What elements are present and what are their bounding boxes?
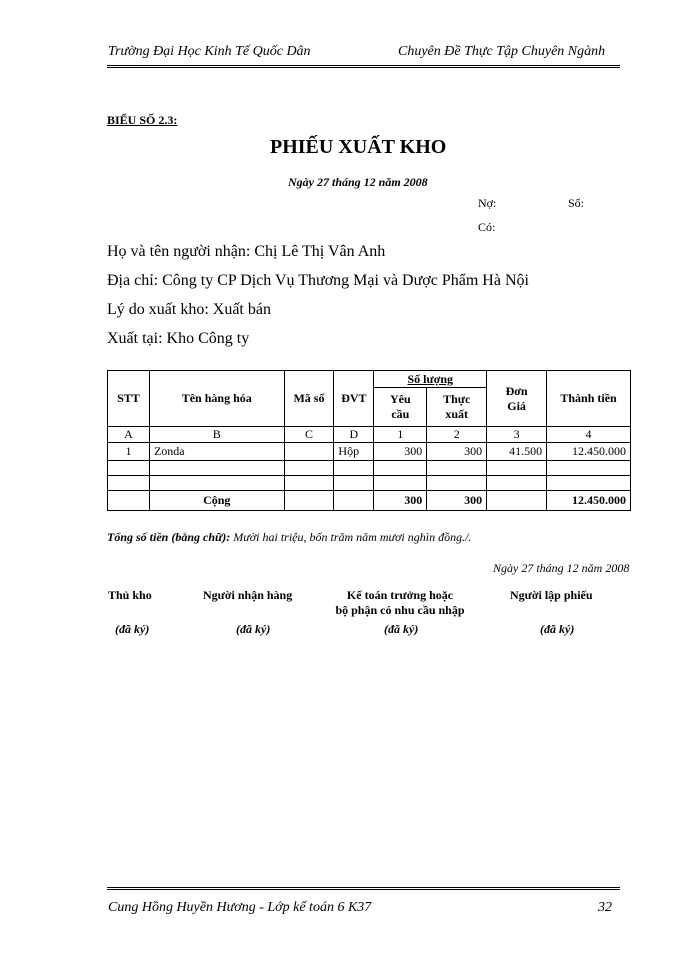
debit-label: Nợ: [478,196,497,210]
letter-row [108,427,631,443]
col-code: Mã số [284,371,334,427]
row-stt: 1 [108,443,150,461]
sig-accountant: Kế toán trưởng hoặc bộ phận có nhu cầu nhập [335,588,465,617]
signed-note: (đã ký) [384,622,419,636]
letter-cell: B [149,427,284,443]
goods-table [107,370,631,511]
col-quantity: Số lượng [374,371,487,388]
total-row [108,491,631,511]
footer-rule [107,887,620,890]
col-amount: Thành tiền [547,371,631,427]
header-topic: Chuyên Đề Thực Tập Chuyên Ngành [398,44,606,59]
row-amount: 12.450.000 [547,443,631,461]
header-rule [107,65,620,68]
table-row [108,443,631,461]
recipient-line: Họ và tên người nhận: Chị Lê Thị Vân Anh [107,243,386,260]
letter-cell: D [334,427,374,443]
row-requested: 300 [374,443,427,461]
signature-date: Ngày 27 tháng 12 năm 2008 [493,561,630,575]
letter-cell: 2 [427,427,487,443]
footer-author: Cung Hồng Huyền Hương - Lớp kế toán 6 K37 [108,900,372,915]
page-number: 32 [598,900,612,915]
total-in-words-value: Mười hai triệu, bốn trăm năm mươi nghìn đồng./. [233,530,472,544]
row-actual: 300 [427,443,487,461]
row-code [284,443,334,461]
number-label: Số: [568,196,585,210]
location-line: Xuất tại: Kho Công ty [107,330,250,347]
total-label: Cộng [149,491,284,511]
form-date: Ngày 27 tháng 12 năm 2008 [288,175,428,189]
row-name: Zonda [149,443,284,461]
letter-cell: C [284,427,334,443]
letter-cell: 3 [487,427,547,443]
sig-preparer: Người lập phiếu [510,588,593,602]
letter-cell: A [108,427,150,443]
header-school: Trường Đại Học Kinh Tế Quốc Dân [108,44,311,59]
sig-storekeeper: Thủ kho [108,588,152,602]
col-price: Đơn Giá [487,371,547,427]
address-line: Địa chỉ: Công ty CP Dịch Vụ Thương Mại và Dược Phẩm Hà Nội [107,272,529,289]
sig-receiver: Người nhận hàng [203,588,293,602]
table-row-blank [108,461,631,476]
signed-note: (đã ký) [115,622,150,636]
signed-note: (đã ký) [540,622,575,636]
table-row-blank [108,476,631,491]
total-amount: 12.450.000 [547,491,631,511]
col-name: Tên hàng hóa [149,371,284,427]
total-in-words-label: Tổng số tiền (bằng chữ): [107,530,231,544]
total-in-words [107,530,471,545]
letter-cell: 4 [547,427,631,443]
col-stt: STT [108,371,150,427]
col-requested: Yêu cầu [374,388,427,427]
reason-line: Lý do xuất kho: Xuất bán [107,301,271,318]
credit-label: Có: [478,220,496,234]
row-unit: Hộp [334,443,374,461]
letter-cell: 1 [374,427,427,443]
total-requested: 300 [374,491,427,511]
col-unit: ĐVT [334,371,374,427]
row-price: 41.500 [487,443,547,461]
form-code: BIỂU SỐ 2.3: [107,113,178,127]
col-actual: Thực xuất [427,388,487,427]
total-actual: 300 [427,491,487,511]
form-title: PHIẾU XUẤT KHO [270,136,447,158]
signed-note: (đã ký) [236,622,271,636]
